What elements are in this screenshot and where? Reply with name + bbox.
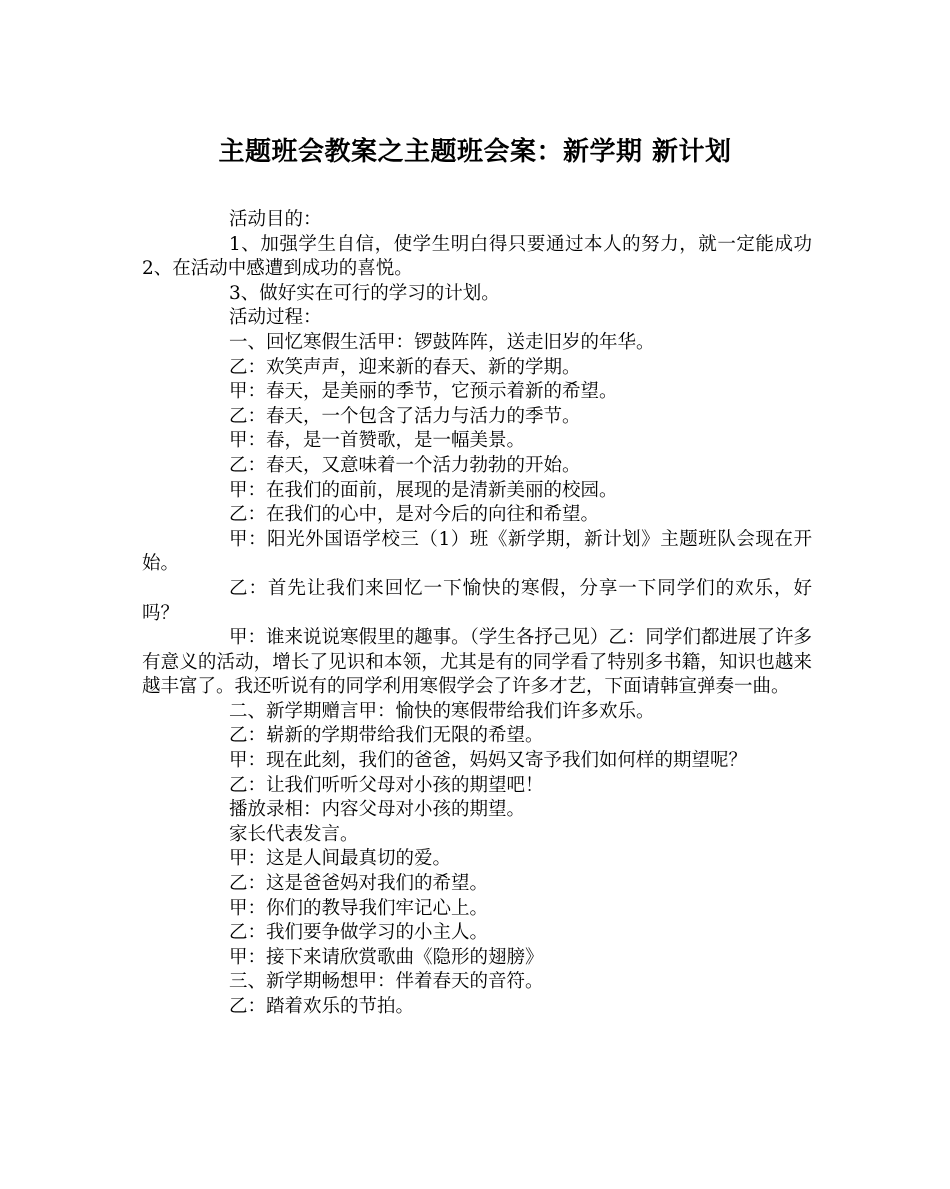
paragraph: 乙：崭新的学期带给我们无限的希望。 [229,725,544,747]
document-body [142,208,812,1020]
paragraph: 甲：谁来说说寒假里的趣事。（学生各抒己见）乙：同学们都进展了许多有意义的活动，增长了见识和本领，尤其是有的同学看了特别多书籍，知识也越来越丰富了。我还听说有的同学利用寒假学会了许多才艺，下面请韩宣弹奏一曲。 [142,627,812,698]
paragraph: 甲：这是人间最真切的爱。 [229,848,452,870]
paragraph: 甲：春天，是美丽的季节，它预示着新的希望。 [229,381,618,403]
paragraph: 乙：欢笑声声，迎来新的春天、新的学期。 [229,356,581,378]
paragraph: 甲：接下来请欣赏歌曲《隐形的翅膀》 [229,946,544,968]
paragraph: 乙：春天，一个包含了活力与活力的季节。 [229,405,581,427]
paragraph: 甲：春，是一首赞歌，是一幅美景。 [229,430,526,452]
paragraph: 家长代表发言。 [229,823,359,845]
paragraph-process-heading: 活动过程： [229,307,322,329]
paragraph: 播放录相：内容父母对小孩的期望。 [229,799,526,821]
paragraph: 乙：首先让我们来回忆一下愉快的寒假，分享一下同学们的欢乐，好吗？ [142,577,812,624]
paragraph: 1、加强学生自信，使学生明白得只要通过本人的努力，就一定能成功2、在活动中感遭到成功的喜悦。 [142,233,812,280]
paragraph: 二、新学期赠言甲：愉快的寒假带给我们许多欢乐。 [229,700,655,722]
paragraph: 一、回忆寒假生活甲：锣鼓阵阵，送走旧岁的年华。 [229,331,655,353]
document-title: 主题班会教案之主题班会案：新学期 新计划 [218,137,732,167]
paragraph-purpose-heading: 活动目的： [229,209,322,230]
paragraph: 乙：踏着欢乐的节拍。 [229,996,415,1017]
paragraph: 乙：在我们的心中，是对今后的向往和希望。 [229,504,600,526]
paragraph: 甲：在我们的面前，展现的是清新美丽的校园。 [229,479,618,501]
paragraph: 甲：现在此刻，我们的爸爸，妈妈又寄予我们如何样的期望呢？ [229,750,748,772]
paragraph: 甲：你们的教导我们牢记心上。 [229,897,489,919]
paragraph: 3、做好实在可行的学习的计划。 [229,282,500,304]
paragraph: 甲：阳光外国语学校三（1）班《新学期，新计划》主题班队会现在开始。 [142,528,812,575]
paragraph: 三、新学期畅想甲：伴着春天的音符。 [229,971,544,993]
paragraph: 乙：我们要争做学习的小主人。 [229,922,489,944]
paragraph: 乙：让我们听听父母对小孩的期望吧！ [229,774,544,796]
paragraph: 乙：春天，又意味着一个活力勃勃的开始。 [229,454,581,476]
paragraph: 乙：这是爸爸妈对我们的希望。 [229,873,489,895]
